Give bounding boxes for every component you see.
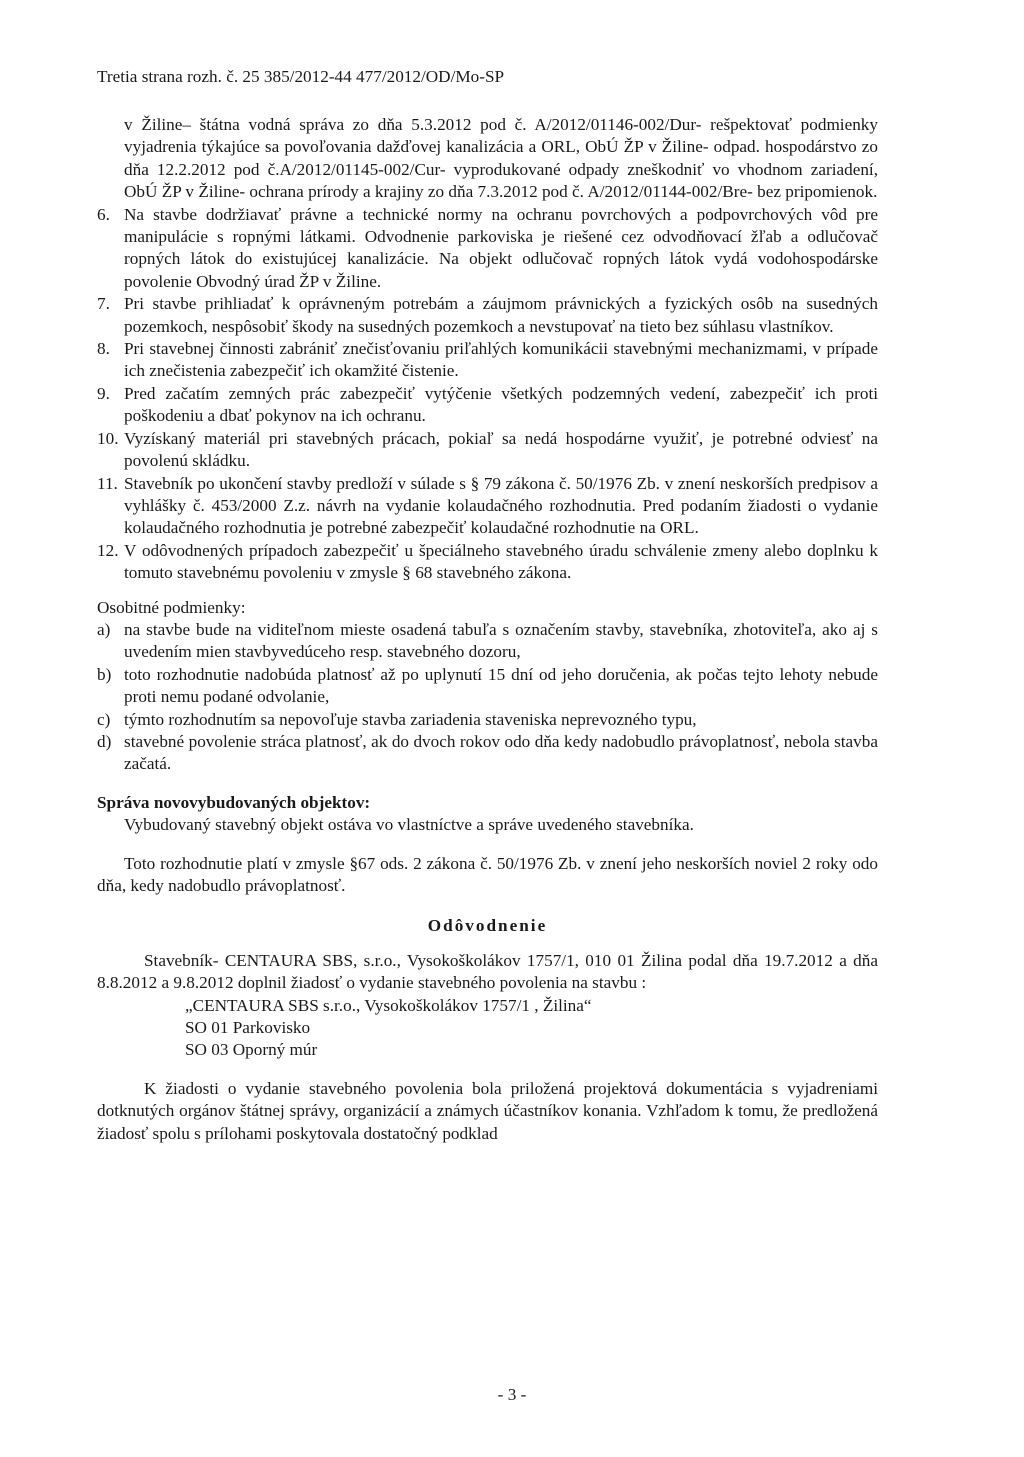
special-item-c [97,709,878,731]
special-item-d [97,731,878,776]
condition-item-8 [97,338,878,383]
continued-paragraph: v Žiline– štátna vodná správa zo dňa 5.3.2012 pod č. A/2012/01146-002/Dur- rešpektovať podmienky vyjadrenia týkajúce sa povoľovania dažďovej kanalizácia a ORL, ObÚ ŽP v Žiline- odpad. hospodárstvo zo dňa 12.2.2012 pod č.A/2012/01145-002/Cur- vyprodukované odpady zneškodniť vo vhodnom zariadení, ObÚ ŽP v Žiline- ochrana prírody a krajiny zo dňa 7.3.2012 pod č. A/2012/01144-002/Bre- bez pripomienok. [124,115,878,202]
item-text: stavebné povolenie stráca platnosť, ak do dvoch rokov odo dňa kedy nadobudlo právoplatnosť, nebola stavba začatá. [124,731,878,774]
reasoning-paragraph-1: Stavebník- CENTAURA SBS, s.r.o., Vysokoškolákov 1757/1, 010 01 Žilina podal dňa 19.7.2012 a dňa 8.8.2012 a 9.8.2012 doplnil žiadosť o vydanie stavebného povolenia na stavbu : [97,950,878,993]
project-object-so03: SO 03 Oporný múr [185,1040,318,1060]
special-conditions-heading: Osobitné podmienky: [97,597,246,617]
item-text: Pri stavbe prihliadať k oprávneným potrebám a záujmom právnických a fyzických osôb na susedných pozemkoch, nespôsobiť škody na susedných pozemkoch a nevstupovať na tieto bez súhlasu vlastníkov. [124,294,878,336]
item-text: Stavebník po ukončení stavby predloží v súlade s § 79 zákona č. 50/1976 Zb. v znení neskorších predpisov a vyhlášky č. 453/2000 Z.z. návrh na vydanie kolaudačného rozhodnutia. Pred podaním žiadosti o vydanie kolaudačného rozhodnutia je potrebné zabezpečiť kolaudačné rozhodnutie na ORL. [124,473,878,538]
page-header: Tretia strana rozh. č. 25 385/2012-44 477/2012/OD/Mo-SP [97,67,505,86]
project-lines [185,995,878,1062]
item-text: Vyzískaný materiál pri stavebných prácach, pokiaľ sa nedá hospodárne využiť, je potrebné odviesť na povolenú skládku. [124,428,878,471]
item-letter: d) [97,731,112,751]
management-text: Vybudovaný stavebný objekt ostáva vo vlastníctve a správe uvedeného stavebníka. [124,815,694,835]
item-number: 12. [97,540,119,560]
item-number: 10. [97,428,119,448]
item-letter: b) [97,664,112,684]
reasoning-heading: Odôvodnenie [427,916,548,936]
condition-item-10 [97,428,878,473]
item-text: V odôvodnených prípadoch zabezpečiť u špeciálneho stavebného úradu schválenie zmeny alebo doplnku k tomuto stavebnému povoleniu v zmysle § 68 stavebného zákona. [124,540,878,583]
management-heading: Správa novovybudovaných objektov: [97,792,371,812]
document-body [97,114,878,1145]
project-object-so01: SO 01 Parkovisko [185,1018,311,1038]
item-text: Na stavbe dodržiavať právne a technické normy na ochranu povrchových a podpovrchových vôd pre manipulácie s ropnými látkami. Odvodnenie parkoviska je riešené cez odvodňovací žľab a odlučovač ropných látok do existujúcej kanalizácie. Na objekt odlučovač ropných látok vydá vodohospodárske povolenie Obvodný úrad ŽP v Žiline. [124,204,878,291]
item-letter: a) [97,619,111,639]
validity-paragraph: Toto rozhodnutie platí v zmysle §67 ods. 2 zákona č. 50/1976 Zb. v znení jeho neskorších noviel 2 roky odo dňa, kedy nadobudlo právoplatnosť. [97,853,878,895]
reasoning-paragraph-2: K žiadosti o vydanie stavebného povolenia bola priložená projektová dokumentácia s vyjadreniami dotknutých orgánov štátnej správy, organizácií a známych účastníkov konania. Vzhľadom k tomu, že predložená žiadosť spolu s prílohami poskytovala dostatočný podklad [97,1078,878,1143]
condition-item-12 [97,540,878,585]
special-item-b [97,664,878,709]
item-text: toto rozhodnutie nadobúda platnosť až po uplynutí 15 dní od jeho doručenia, ak počas tejto lehoty nebude proti nemu podané odvolanie, [124,664,878,707]
project-name: „CENTAURA SBS s.r.o., Vysokoškolákov 1757/1 , Žilina“ [185,995,592,1015]
condition-item-7 [97,293,878,338]
item-text: Pred začatím zemných prác zabezpečiť vytýčenie všetkých podzemných vedení, zabezpečiť ich proti poškodeniu a dbať pokynov na ich ochranu. [124,383,878,426]
item-number: 6. [97,204,110,224]
item-number: 9. [97,383,110,403]
condition-item-9 [97,383,878,428]
special-item-a [97,619,878,664]
item-letter: c) [97,709,111,729]
condition-item-6 [97,204,878,294]
condition-item-11 [97,473,878,540]
page-number: - 3 - [497,1385,527,1404]
item-text: na stavbe bude na viditeľnom mieste osadená tabuľa s označením stavby, stavebníka, zhotoviteľa, ako aj s uvedením mien stavbyvedúceho resp. stavebného dozoru, [124,619,878,662]
item-number: 8. [97,339,110,359]
item-number: 11. [97,473,118,493]
item-number: 7. [97,294,110,314]
item-text: týmto rozhodnutím sa nepovoľuje stavba zariadenia staveniska neprevozného typu, [124,709,697,729]
item-text: Pri stavebnej činnosti zabrániť znečisťovaniu priľahlých komunikácii stavebnými mechanizmami, v prípade ich znečistenia zabezpečiť ich okamžité čistenie. [124,339,878,381]
